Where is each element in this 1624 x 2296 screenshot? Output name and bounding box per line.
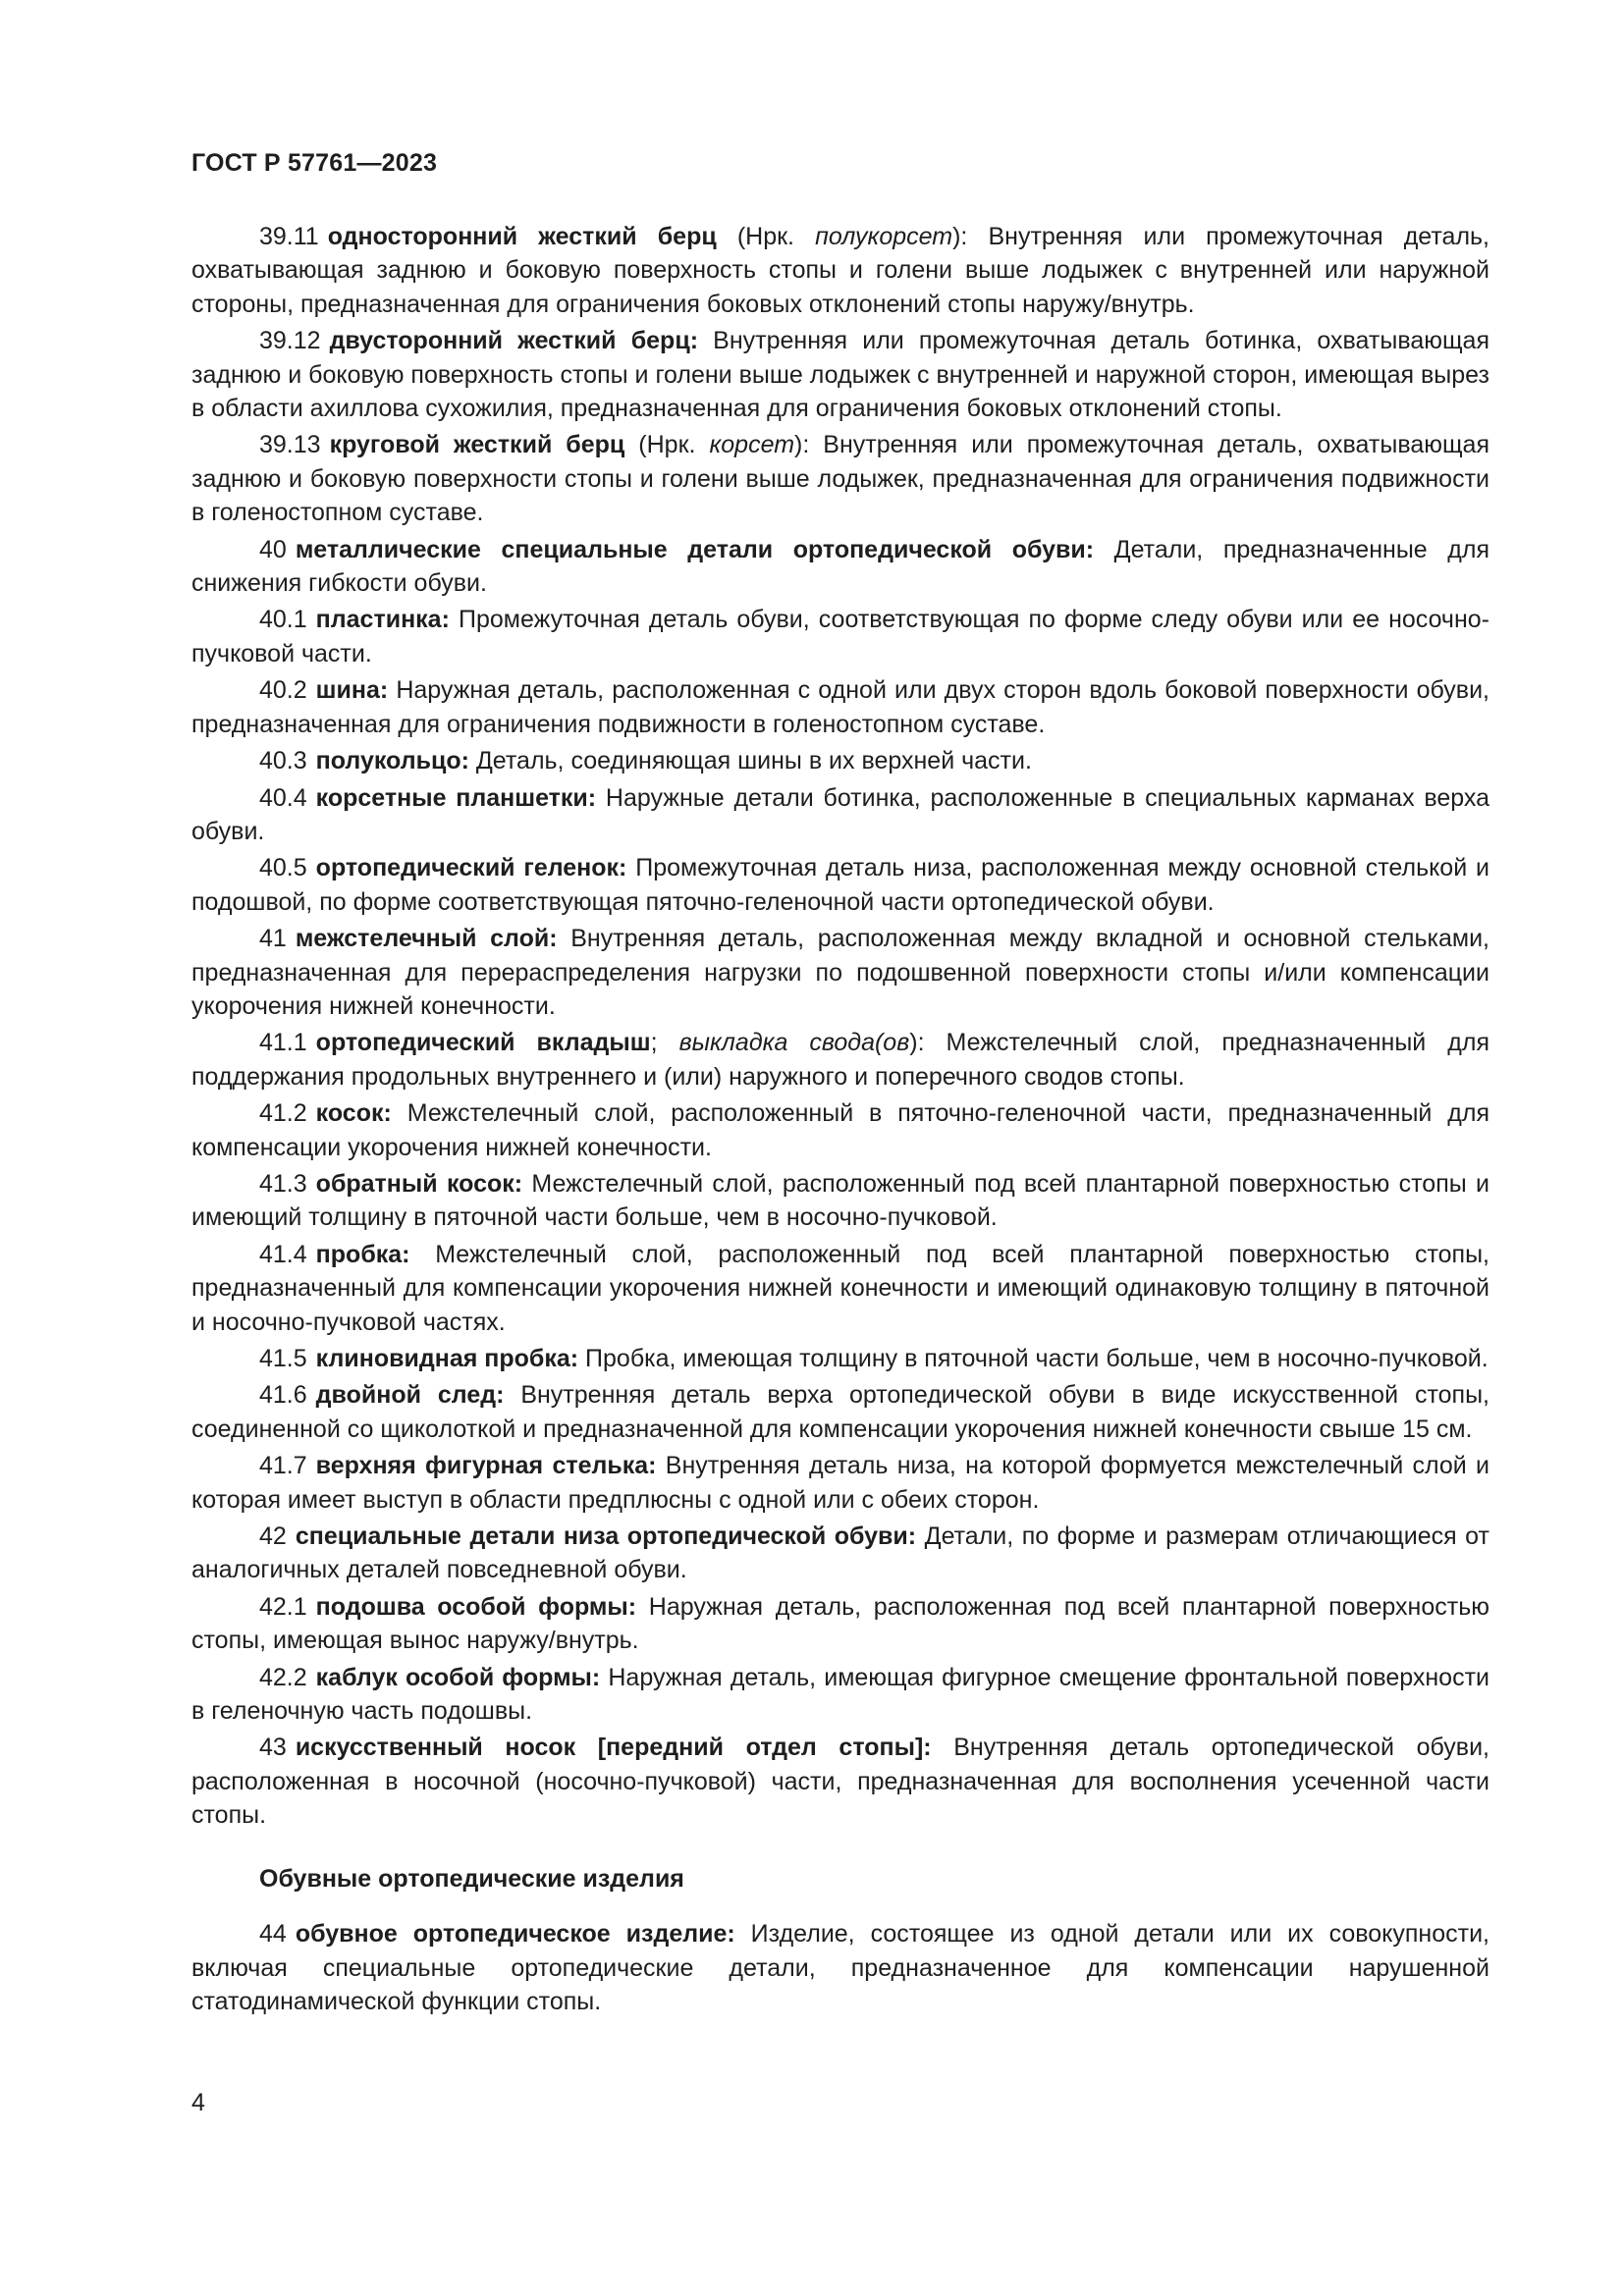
entry-number: 41.2 — [259, 1099, 307, 1128]
document-body — [191, 220, 1489, 2021]
term-name: металлические специальные детали ортопедической обуви: — [295, 535, 1095, 563]
entry-number: 41.6 — [259, 1381, 307, 1410]
page-number: 4 — [191, 2089, 205, 2116]
entry-number: 42 — [259, 1522, 287, 1551]
entry-number: 40.1 — [259, 606, 307, 634]
entry-number: 40.3 — [259, 747, 307, 775]
term-note: (Нрк. — [716, 223, 816, 250]
term-name: специальные детали низа ортопедической обуви: — [295, 1522, 917, 1551]
term-name: пластинка: — [315, 606, 450, 634]
entry-number: 40 — [259, 535, 287, 563]
entry-number: 42.1 — [259, 1592, 307, 1621]
term-name: полукольцо: — [315, 747, 469, 775]
entry-number: 39.13 — [259, 431, 321, 459]
term-entry — [191, 428, 1489, 529]
term-definition: Изделие, состоящее из одной детали или их совокупности, включая специальные ортопедические детали, предназначенное для компенсации нарушенной статодинамической функции стопы. — [191, 1920, 1489, 2015]
entry-number: 41 — [259, 925, 287, 953]
term-entry — [191, 851, 1489, 919]
entry-number: 40.4 — [259, 783, 307, 812]
term-name: клиновидная пробка: — [315, 1345, 579, 1372]
term-entry — [191, 603, 1489, 670]
term-synonym: полукорсет — [815, 223, 953, 250]
term-entry — [191, 673, 1489, 741]
term-name: межстелечный слой: — [295, 925, 558, 953]
term-entry — [191, 1238, 1489, 1339]
term-definition: Наружная деталь, расположенная с одной или двух сторон вдоль боковой поверхности обуви, предназначенная для ограничения подвижности в голеностопном суставе. — [191, 676, 1489, 738]
term-definition: Пробка, имеющая толщину в пяточной части больше, чем в носочно-пучковой. — [578, 1345, 1489, 1372]
term-note: (Нрк. — [624, 431, 710, 459]
term-name: двусторонний жесткий берц: — [329, 327, 699, 355]
term-definition: Внутренняя деталь, расположенная между вкладной и основной стельками, предназначенная для перераспределения нагрузки по подошвенной поверхности стопы и/или компенсации укорочения нижней конечности. — [191, 925, 1490, 1020]
term-entry — [191, 1731, 1489, 1832]
term-definition: Внутренняя или промежуточная деталь ботинка, охватывающая заднюю и боковую поверхность стопы и голени выше лодыжек с внутренней и наружной сторон, имеющая вырез в области ахиллова сухожилия, предназначенная для ограничения боковых отклонений стопы. — [191, 327, 1489, 423]
term-entry — [191, 1026, 1489, 1094]
entry-number: 39.11 — [259, 223, 319, 250]
term-name: односторонний жесткий берц — [327, 223, 717, 250]
entry-number: 40.5 — [259, 854, 307, 882]
term-definition: Межстелечный слой, расположенный под всей плантарной поверхностью стопы, предназначенный для компенсации укорочения нижней конечности и имеющий одинаковую толщину в пяточной и носочно-пучковой частях. — [191, 1240, 1489, 1336]
term-synonym: выкладка свода(ов — [678, 1029, 910, 1057]
term-entry — [191, 781, 1489, 849]
term-name: круговой жесткий берц — [329, 431, 625, 459]
entry-number: 41.1 — [259, 1029, 307, 1057]
entry-number: 40.2 — [259, 676, 307, 705]
entry-number: 42.2 — [259, 1663, 307, 1691]
entry-number: 43 — [259, 1734, 287, 1762]
term-entry — [191, 1661, 1489, 1729]
term-definition: Межстелечный слой, расположенный в пяточно-геленочной части, предназначенный для компенсации укорочения нижней конечности. — [191, 1099, 1489, 1161]
term-definition: Внутренняя деталь верха ортопедической обуви в виде искусственной стопы, соединенной со щиколоткой и предназначенной для компенсации укорочения нижней конечности свыше 15 см. — [191, 1381, 1489, 1443]
term-entry — [191, 533, 1489, 601]
term-definition: ): Межстелечный слой, предназначенный для поддержания продольных внутреннего и (или) наружного и поперечного сводов стопы. — [191, 1029, 1489, 1091]
term-definition: ): Внутренняя или промежуточная деталь, охватывающая заднюю и боковую поверхности стопы и голени выше лодыжек, предназначенная для ограничения подвижности в голеностопном суставе. — [191, 431, 1489, 527]
term-synonym: корсет — [709, 431, 795, 459]
term-entry — [191, 1449, 1489, 1517]
term-entry — [191, 1378, 1489, 1446]
term-entry — [191, 1917, 1489, 2018]
term-name: пробка: — [315, 1240, 410, 1268]
entry-number: 41.7 — [259, 1452, 307, 1480]
term-entry — [191, 1342, 1489, 1375]
term-entry — [191, 1096, 1489, 1164]
term-definition: Промежуточная деталь низа, расположенная между основной стелькой и подошвой, по форме соответствующая пяточно-геленочной части ортопедической обуви. — [191, 854, 1489, 916]
entry-number: 44 — [259, 1920, 287, 1949]
term-name: косок: — [315, 1099, 392, 1128]
term-entry — [191, 744, 1489, 777]
term-entry — [191, 1590, 1489, 1658]
term-list-section — [191, 1917, 1489, 2018]
term-definition: Детали, по форме и размерам отличающиеся от аналогичных деталей повседневной обуви. — [191, 1522, 1489, 1584]
term-definition: Внутренняя деталь низа, на которой формуется межстелечный слой и которая имеет выступ в области предплюсны с одной или с обеих сторон. — [191, 1452, 1490, 1514]
term-definition: Наружная деталь, расположенная под всей плантарной поверхностью стопы, имеющая вынос наружу/внутрь. — [191, 1592, 1489, 1655]
term-name: корсетные планшетки: — [315, 783, 597, 812]
term-definition: Внутренняя деталь ортопедической обуви, расположенная в носочной (носочно-пучковой) части, предназначенная для восполнения усеченной части стопы. — [191, 1734, 1490, 1830]
term-name: обувное ортопедическое изделие: — [295, 1920, 735, 1949]
term-definition: Наружная деталь, имеющая фигурное смещение фронтальной поверхности в геленочную часть подошвы. — [191, 1663, 1489, 1726]
entry-number: 41.4 — [259, 1240, 307, 1268]
term-definition: Детали, предназначенные для снижения гибкости обуви. — [191, 535, 1489, 598]
term-name: каблук особой формы: — [315, 1663, 601, 1691]
term-definition: Деталь, соединяющая шины в их верхней части. — [468, 747, 1032, 775]
term-entry — [191, 1520, 1489, 1587]
term-entry — [191, 922, 1489, 1023]
entry-number: 41.5 — [259, 1345, 307, 1372]
term-name: подошва особой формы: — [315, 1592, 637, 1621]
term-name: двойной след: — [315, 1381, 505, 1410]
term-definition: Наружные детали ботинка, расположенные в специальных карманах верха обуви. — [191, 783, 1489, 845]
entry-number: 41.3 — [259, 1169, 307, 1198]
term-name: ортопедический геленок: — [315, 854, 627, 882]
term-definition: Межстелечный слой, расположенный под всей плантарной поверхностью стопы и имеющий толщину в пяточной части больше, чем в носочно-пучковой. — [191, 1169, 1489, 1232]
standard-header: ГОСТ Р 57761—2023 — [191, 149, 438, 177]
term-name: ортопедический вкладыш — [315, 1029, 651, 1057]
entry-number: 39.12 — [259, 327, 321, 355]
term-name: верхняя фигурная стелька: — [315, 1452, 657, 1480]
term-entry — [191, 220, 1489, 321]
term-name: обратный косок: — [315, 1169, 523, 1198]
term-entry — [191, 1167, 1489, 1235]
term-name: шина: — [315, 676, 389, 705]
term-note: ; — [650, 1029, 679, 1057]
term-name: искусственный носок [передний отдел стопы]: — [295, 1734, 932, 1762]
term-definition: ): Внутренняя или промежуточная деталь, охватывающая заднюю и боковую поверхность стопы и голени выше лодыжек с внутренней или наружной стороны, предназначенная для ограничения боковых отклонений стопы наружу/внутрь. — [191, 223, 1490, 318]
section-title: Обувные ортопедические изделия — [259, 1864, 684, 1893]
term-list — [191, 220, 1489, 1833]
term-definition: Промежуточная деталь обуви, соответствующая по форме следу обуви или ее носочно-пучковой части. — [191, 606, 1489, 667]
term-entry — [191, 324, 1489, 425]
